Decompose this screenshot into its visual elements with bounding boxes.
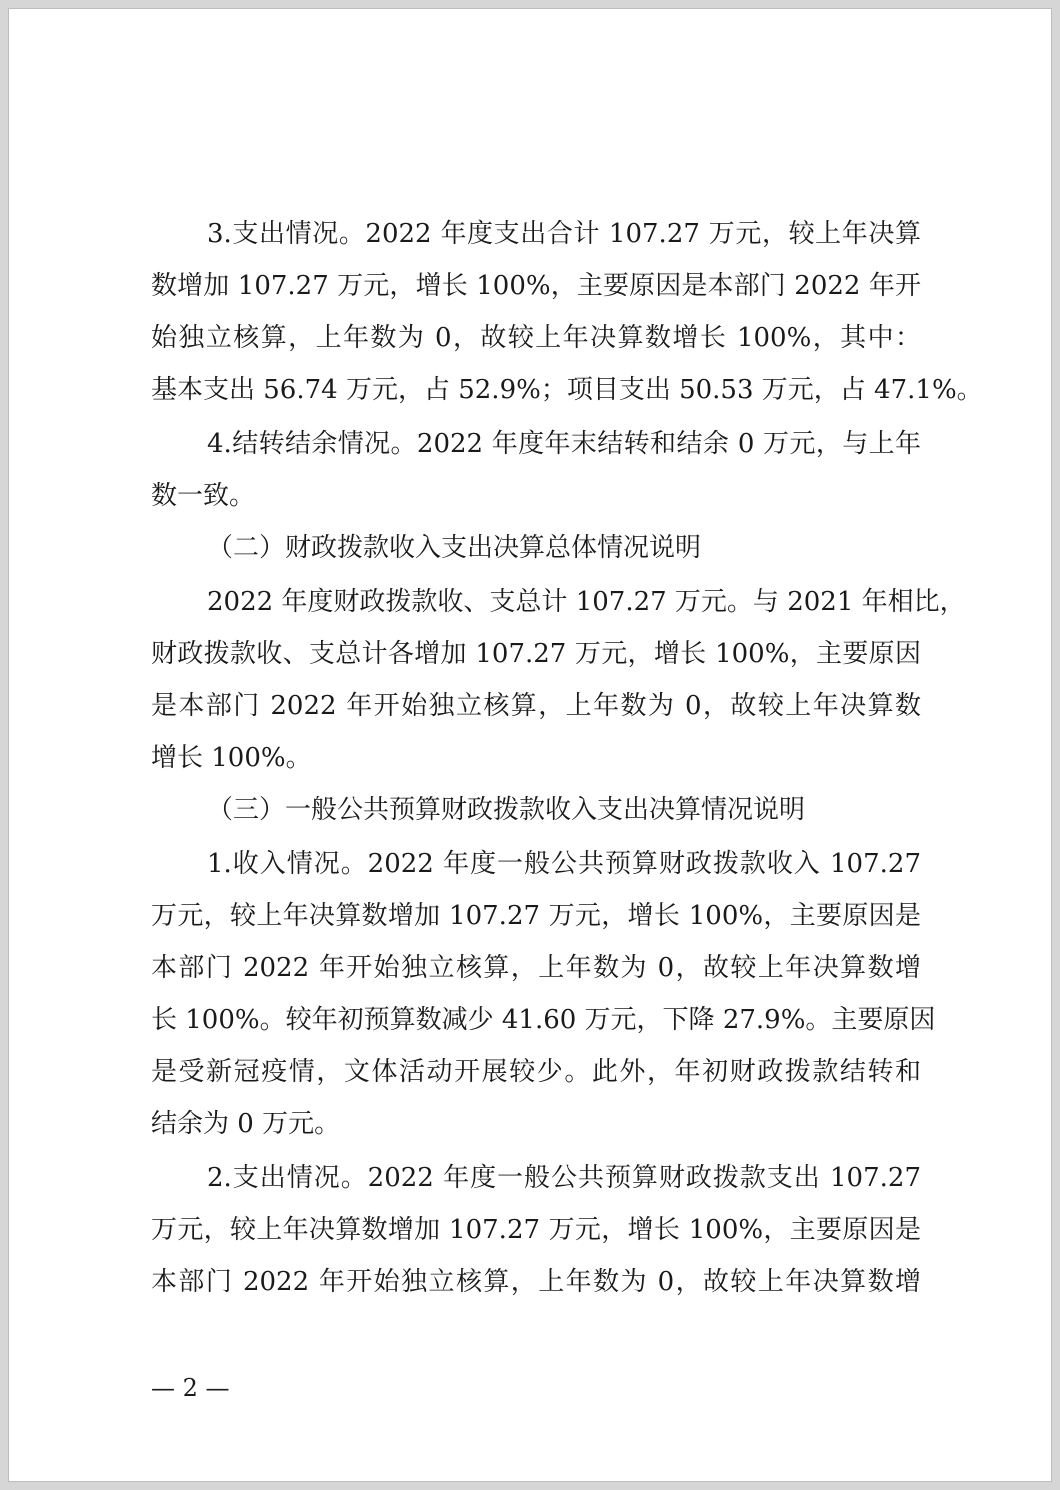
paragraph-line: 2.支出情况。2022 年度一般公共预算财政拨款支出 107.27 bbox=[207, 1163, 921, 1193]
paragraph-line: 3.支出情况。2022 年度支出合计 107.27 万元，较上年决算 bbox=[207, 219, 921, 249]
paragraph-line: 基本支出 56.74 万元，占 52.9%；项目支出 50.53 万元，占 47.1%。 bbox=[151, 375, 983, 405]
paragraph-line: 2022 年度财政拨款收、支总计 107.27 万元。与 2021 年相比， bbox=[207, 587, 966, 617]
paragraph-line: 始独立核算，上年数为 0，故较上年决算数增长 100%，其中： bbox=[151, 323, 921, 353]
paragraph-line: 结余为 0 万元。 bbox=[151, 1109, 341, 1139]
document-page bbox=[8, 8, 1052, 1482]
page-number: — 2 — bbox=[151, 1374, 230, 1402]
paragraph-line: 数一致。 bbox=[151, 481, 256, 511]
paragraph-line: 本部门 2022 年开始独立核算，上年数为 0，故较上年决算数增 bbox=[151, 953, 921, 983]
paragraph-line: 是受新冠疫情，文体活动开展较少。此外，年初财政拨款结转和 bbox=[151, 1057, 921, 1087]
section-heading: （三）一般公共预算财政拨款收入支出决算情况说明 bbox=[207, 795, 806, 825]
paragraph-line: 万元，较上年决算数增加 107.27 万元，增长 100%，主要原因是 bbox=[151, 1215, 921, 1245]
paragraph-line: 是本部门 2022 年开始独立核算，上年数为 0，故较上年决算数 bbox=[151, 691, 921, 721]
paragraph-line: 数增加 107.27 万元，增长 100%，主要原因是本部门 2022 年开 bbox=[151, 271, 921, 301]
paragraph-line: 增长 100%。 bbox=[151, 743, 312, 773]
paragraph-line: 本部门 2022 年开始独立核算，上年数为 0，故较上年决算数增 bbox=[151, 1267, 921, 1297]
paragraph-line: 长 100%。较年初预算数减少 41.60 万元，下降 27.9%。主要原因 bbox=[151, 1005, 936, 1035]
paragraph-line: 4.结转结余情况。2022 年度年末结转和结余 0 万元，与上年 bbox=[207, 429, 921, 459]
paragraph-line: 财政拨款收、支总计各增加 107.27 万元，增长 100%，主要原因 bbox=[151, 639, 921, 669]
paragraph-line: 万元，较上年决算数增加 107.27 万元，增长 100%，主要原因是 bbox=[151, 901, 921, 931]
paragraph-line: 1.收入情况。2022 年度一般公共预算财政拨款收入 107.27 bbox=[207, 849, 921, 879]
section-heading: （二）财政拨款收入支出决算总体情况说明 bbox=[207, 533, 702, 563]
